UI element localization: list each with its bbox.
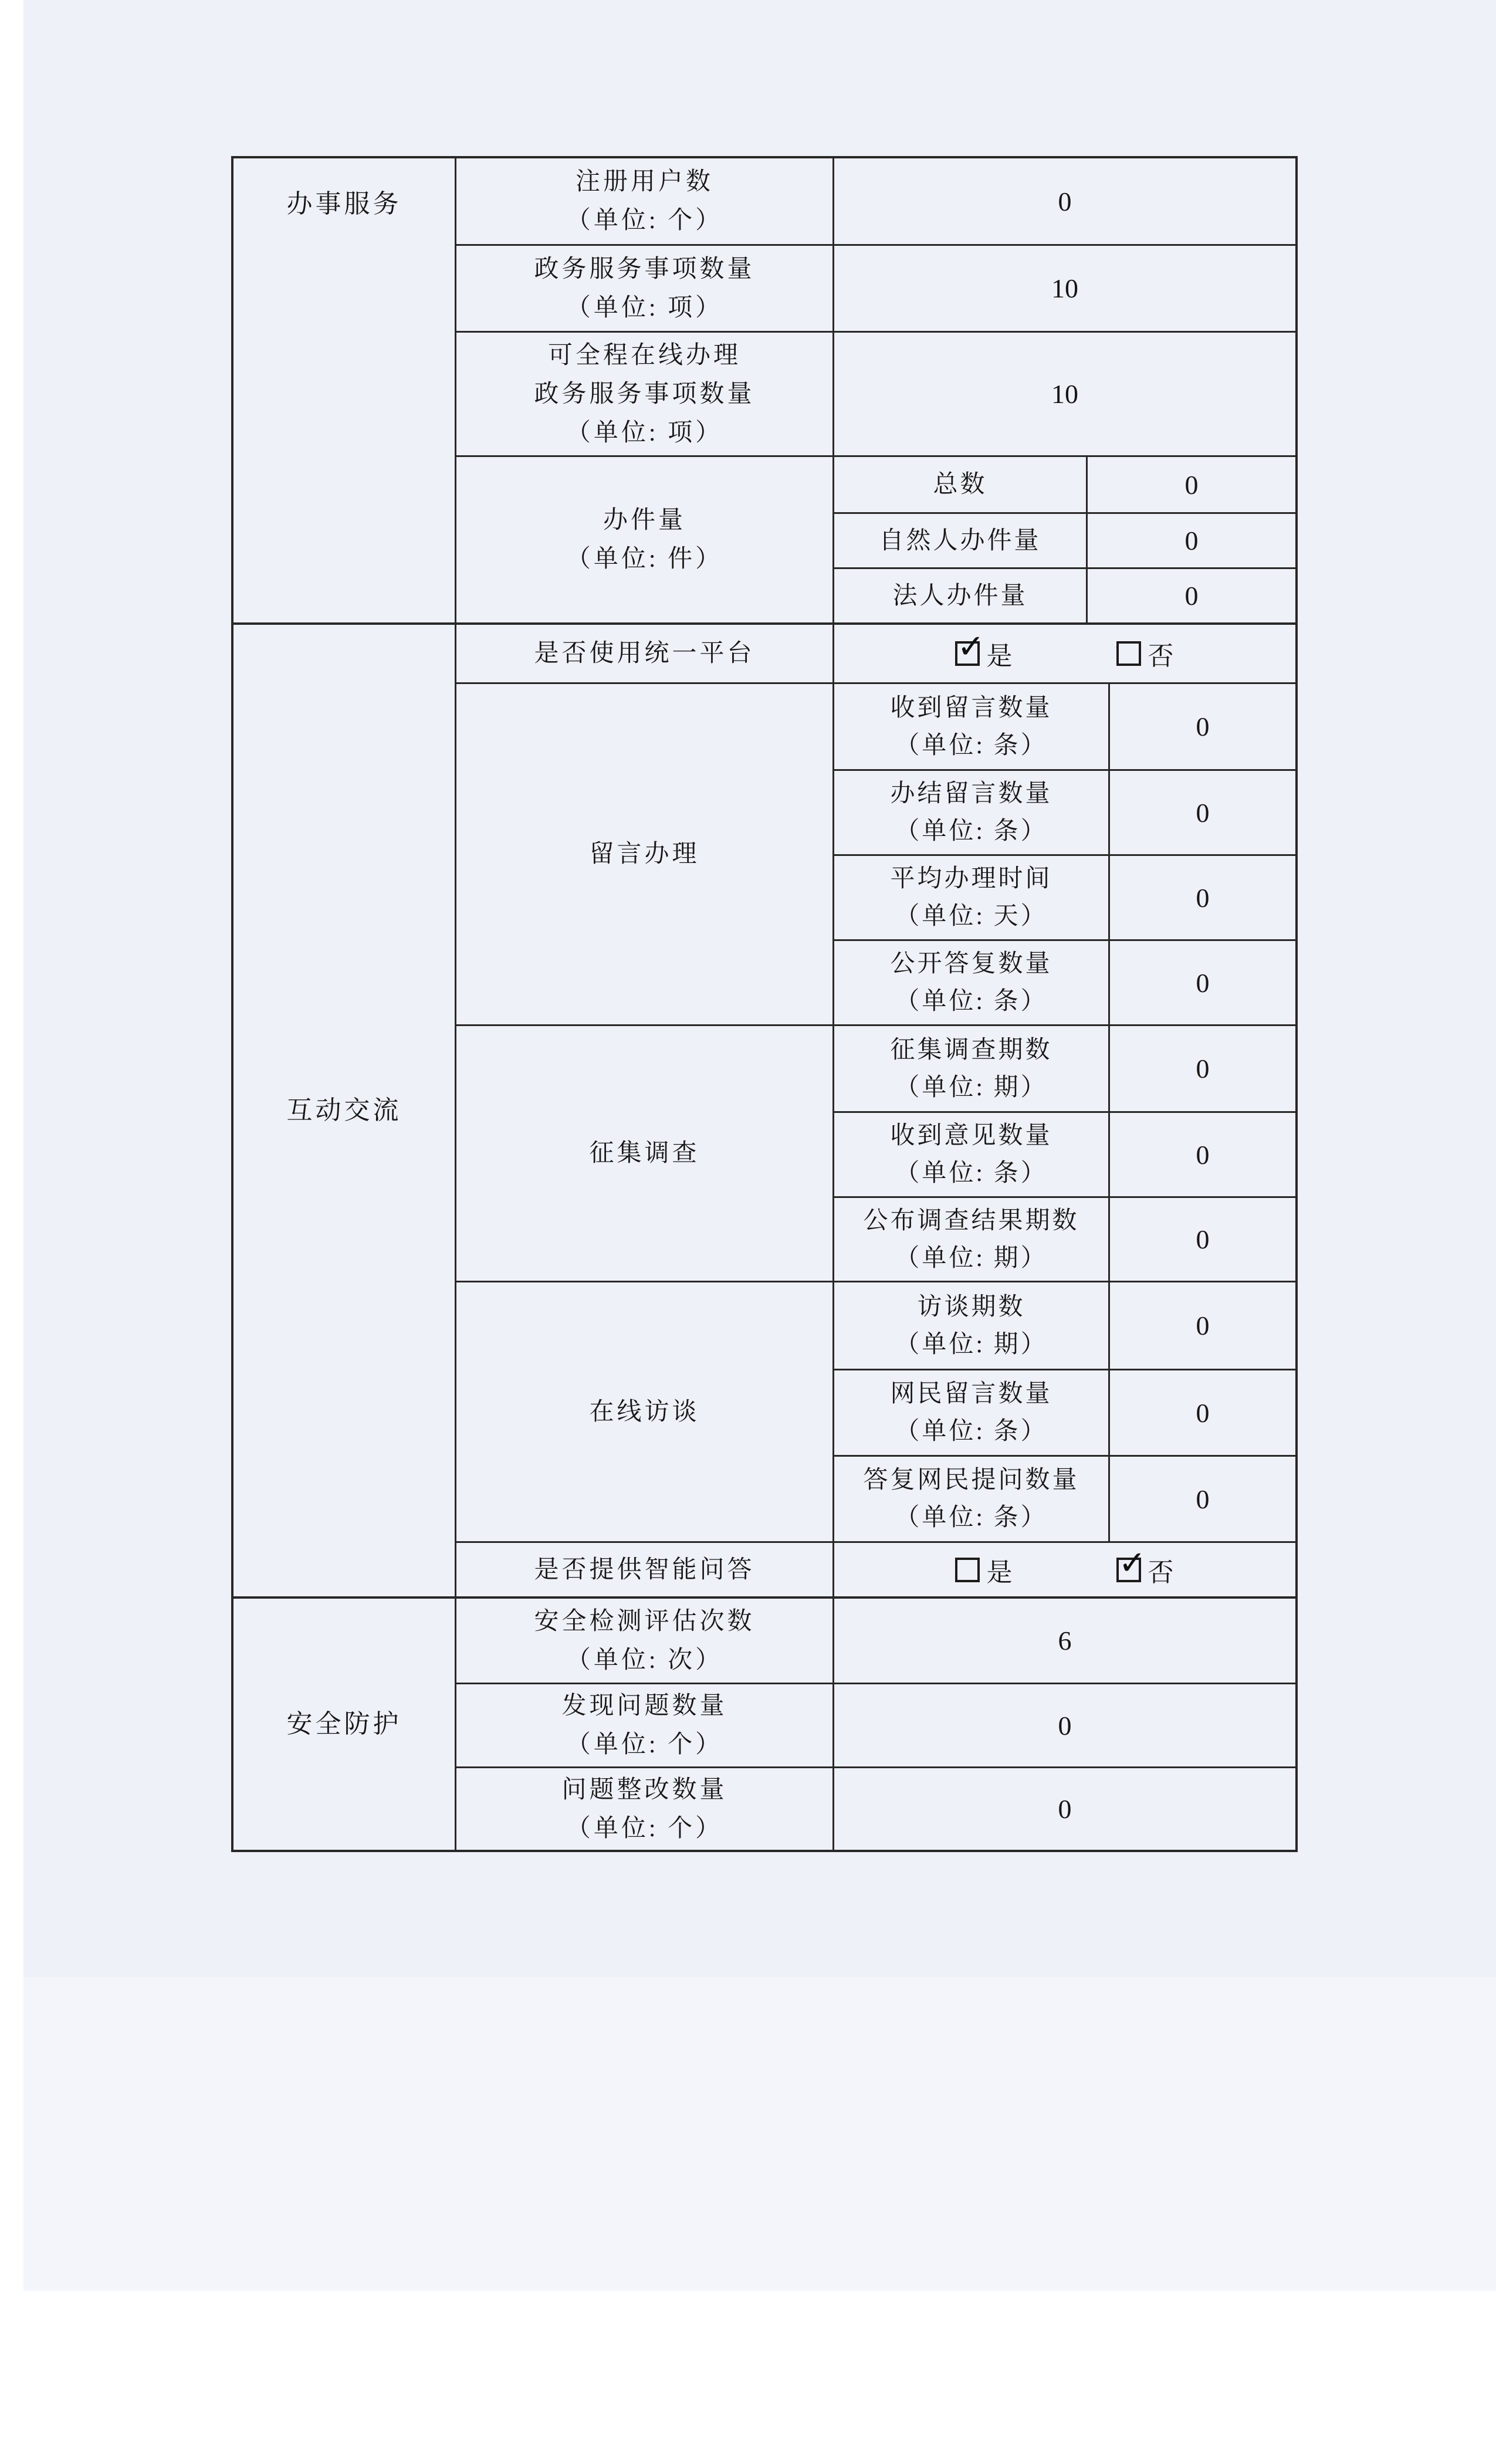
value-cell <box>1110 684 1295 769</box>
section-rows <box>456 1599 1295 1850</box>
value-text: 0 <box>1184 469 1199 500</box>
sub-row <box>834 854 1295 939</box>
label-line: 注册用户数 <box>575 168 713 195</box>
value-text: 0 <box>1184 581 1199 611</box>
label-line: 总数 <box>933 471 987 498</box>
sub-label <box>834 684 1110 769</box>
value-cell <box>1110 1370 1295 1455</box>
sub-rows <box>834 1026 1295 1281</box>
label-unit: （单位: 条） <box>895 818 1048 845</box>
checkbox-unchecked-icon <box>955 1558 980 1582</box>
label-line: 留言办理 <box>589 841 700 868</box>
sub-row <box>834 769 1295 854</box>
category-cell <box>233 625 456 1596</box>
table-row-group <box>456 1024 1295 1281</box>
sub-rows <box>834 684 1295 1024</box>
label-line: 自然人办件量 <box>879 527 1041 554</box>
sub-label <box>834 856 1110 939</box>
table-row-group <box>456 455 1295 622</box>
option-yes <box>955 1551 1014 1589</box>
row-label <box>456 684 834 1024</box>
value-cell <box>1110 1113 1295 1196</box>
row-label <box>456 158 834 244</box>
label-line: 网民留言数量 <box>890 1380 1052 1407</box>
row-label <box>456 625 834 682</box>
label-line: 可全程在线办理 <box>547 341 741 369</box>
label-unit: （单位: 条） <box>895 1504 1048 1531</box>
table-row <box>456 1683 1295 1766</box>
label-line: 征集调查 <box>589 1140 700 1167</box>
table-row-group <box>456 1281 1295 1541</box>
label-line: 公布调查结果期数 <box>863 1207 1079 1234</box>
label-line: 答复网民提问数量 <box>863 1467 1079 1494</box>
section-rows <box>456 158 1295 622</box>
label-line: 法人办件量 <box>892 582 1028 610</box>
category-label: 安全防护 <box>286 1710 402 1738</box>
value-cell <box>834 333 1295 455</box>
sub-label <box>834 1370 1110 1455</box>
label-unit: （单位: 次） <box>566 1646 723 1674</box>
label-line: 安全检测评估次数 <box>534 1607 755 1635</box>
sub-label <box>834 771 1110 854</box>
label-line: 是否使用统一平台 <box>534 640 755 667</box>
label-line: 平均办理时间 <box>890 865 1052 892</box>
label-unit: （单位: 个） <box>566 207 723 234</box>
table-row-checkbox <box>456 1541 1295 1596</box>
value-cell <box>1110 1457 1295 1541</box>
option-label: 否 <box>1148 1558 1175 1587</box>
table-row <box>456 1599 1295 1683</box>
value-cell <box>834 1684 1295 1766</box>
category-cell <box>233 1599 456 1850</box>
value-text: 0 <box>1184 526 1199 556</box>
label-line: 访谈期数 <box>917 1293 1025 1321</box>
section-banshi-fuwu <box>233 158 1295 622</box>
value-text: 0 <box>1196 1224 1210 1254</box>
value-text: 0 <box>1196 712 1210 742</box>
sub-label <box>834 941 1110 1024</box>
label-line: 公开答复数量 <box>890 950 1052 977</box>
scan-edge-strip <box>0 0 23 2291</box>
sub-rows <box>834 457 1295 622</box>
value-text: 0 <box>1058 1794 1072 1824</box>
label-line: 在线访谈 <box>589 1398 700 1426</box>
sub-row <box>834 1369 1295 1455</box>
value-text: 0 <box>1196 797 1210 828</box>
option-yes <box>955 628 1014 672</box>
value-text: 10 <box>1051 379 1078 409</box>
section-anquan-fanghu <box>233 1596 1295 1850</box>
table-row-group <box>456 682 1295 1024</box>
value-text: 0 <box>1196 882 1210 913</box>
sub-row <box>834 1282 1295 1369</box>
value-text: 0 <box>1196 1397 1210 1428</box>
value-cell <box>1110 1282 1295 1369</box>
scan-light-band <box>0 1977 1496 2291</box>
label-unit: （单位: 天） <box>895 903 1048 930</box>
value-text: 6 <box>1058 1626 1072 1656</box>
value-cell <box>834 158 1295 244</box>
table-row <box>456 244 1295 331</box>
sub-row <box>834 684 1295 769</box>
option-label: 是 <box>986 642 1014 671</box>
label-unit: （单位: 期） <box>895 1074 1048 1101</box>
checkbox-checked-icon <box>955 628 986 666</box>
value-cell <box>1110 1198 1295 1281</box>
label-line: 问题整改数量 <box>561 1776 727 1803</box>
sub-label <box>834 1198 1110 1281</box>
label-unit: （单位: 条） <box>895 732 1048 759</box>
sub-row <box>834 1026 1295 1111</box>
row-label <box>456 1026 834 1281</box>
sub-row <box>834 567 1295 622</box>
label-unit: （单位: 条） <box>895 1160 1048 1187</box>
option-label: 是 <box>986 1558 1014 1587</box>
label-line: 是否提供智能问答 <box>534 1556 755 1583</box>
check-mark: ✓ <box>957 628 986 666</box>
report-table <box>231 156 1298 1852</box>
table-row <box>456 331 1295 455</box>
row-label <box>456 1599 834 1683</box>
section-hudong-jiaoliu <box>233 622 1295 1596</box>
value-text: 0 <box>1196 1139 1210 1170</box>
sub-label <box>834 514 1088 567</box>
value-cell <box>834 1599 1295 1683</box>
table-row-checkbox <box>456 625 1295 682</box>
label-line: 征集调查期数 <box>890 1036 1052 1064</box>
label-line: 收到留言数量 <box>890 694 1052 722</box>
label-unit: （单位: 个） <box>566 1731 723 1758</box>
label-unit: （单位: 件） <box>566 546 723 573</box>
sub-row <box>834 1455 1295 1541</box>
value-cell <box>1110 856 1295 939</box>
sub-row <box>834 457 1295 512</box>
label-line: 办件量 <box>603 507 686 534</box>
row-label <box>456 1684 834 1766</box>
label-line: 政务服务事项数量 <box>534 380 755 408</box>
category-label: 办事服务 <box>286 189 402 218</box>
sub-row <box>834 939 1295 1024</box>
row-label <box>456 457 834 622</box>
value-text: 10 <box>1051 273 1078 303</box>
value-cell <box>834 246 1295 331</box>
value-cell <box>1110 941 1295 1024</box>
row-label <box>456 246 834 331</box>
value-text: 0 <box>1196 967 1210 998</box>
label-unit: （单位: 期） <box>895 1244 1048 1272</box>
value-text: 0 <box>1196 1311 1210 1341</box>
section-rows <box>456 625 1295 1596</box>
value-cell <box>1110 1026 1295 1111</box>
label-unit: （单位: 条） <box>895 1418 1048 1445</box>
sub-row <box>834 512 1295 567</box>
label-line: 办结留言数量 <box>890 780 1052 807</box>
table-row <box>456 158 1295 244</box>
label-unit: （单位: 期） <box>895 1331 1048 1358</box>
check-mark: ✓ <box>1118 1544 1148 1582</box>
sub-label <box>834 1282 1110 1369</box>
label-line: 收到意见数量 <box>890 1122 1052 1149</box>
sub-row <box>834 1196 1295 1281</box>
value-cell <box>1088 569 1295 622</box>
sub-rows <box>834 1282 1295 1541</box>
option-no <box>1116 1544 1175 1589</box>
label-line: 政务服务事项数量 <box>534 255 755 283</box>
checkbox-options <box>834 1543 1295 1596</box>
row-label <box>456 333 834 455</box>
value-cell <box>1088 457 1295 512</box>
label-line: 发现问题数量 <box>561 1693 727 1720</box>
table-row <box>456 1766 1295 1850</box>
option-no <box>1116 635 1175 672</box>
label-unit: （单位: 项） <box>566 294 723 321</box>
sub-row <box>834 1111 1295 1196</box>
value-text: 0 <box>1196 1054 1210 1084</box>
sub-label <box>834 1457 1110 1541</box>
checkbox-options <box>834 625 1295 682</box>
option-label: 否 <box>1148 642 1175 671</box>
label-unit: （单位: 个） <box>566 1815 723 1842</box>
sub-label <box>834 569 1088 622</box>
value-cell <box>1110 771 1295 854</box>
checkbox-checked-icon <box>1116 1544 1148 1582</box>
row-label <box>456 1282 834 1541</box>
value-text: 0 <box>1058 1710 1072 1741</box>
row-label <box>456 1543 834 1596</box>
value-text: 0 <box>1058 186 1072 216</box>
label-unit: （单位: 项） <box>566 419 723 446</box>
value-text: 0 <box>1196 1484 1210 1514</box>
sub-label <box>834 1026 1110 1111</box>
sub-label <box>834 1113 1110 1196</box>
value-cell <box>1088 514 1295 567</box>
checkbox-unchecked-icon <box>1116 641 1141 666</box>
category-cell <box>233 158 456 622</box>
label-unit: （单位: 条） <box>895 988 1048 1015</box>
row-label <box>456 1768 834 1850</box>
value-cell <box>834 1768 1295 1850</box>
sub-label <box>834 457 1088 512</box>
category-label: 互动交流 <box>286 1096 402 1125</box>
